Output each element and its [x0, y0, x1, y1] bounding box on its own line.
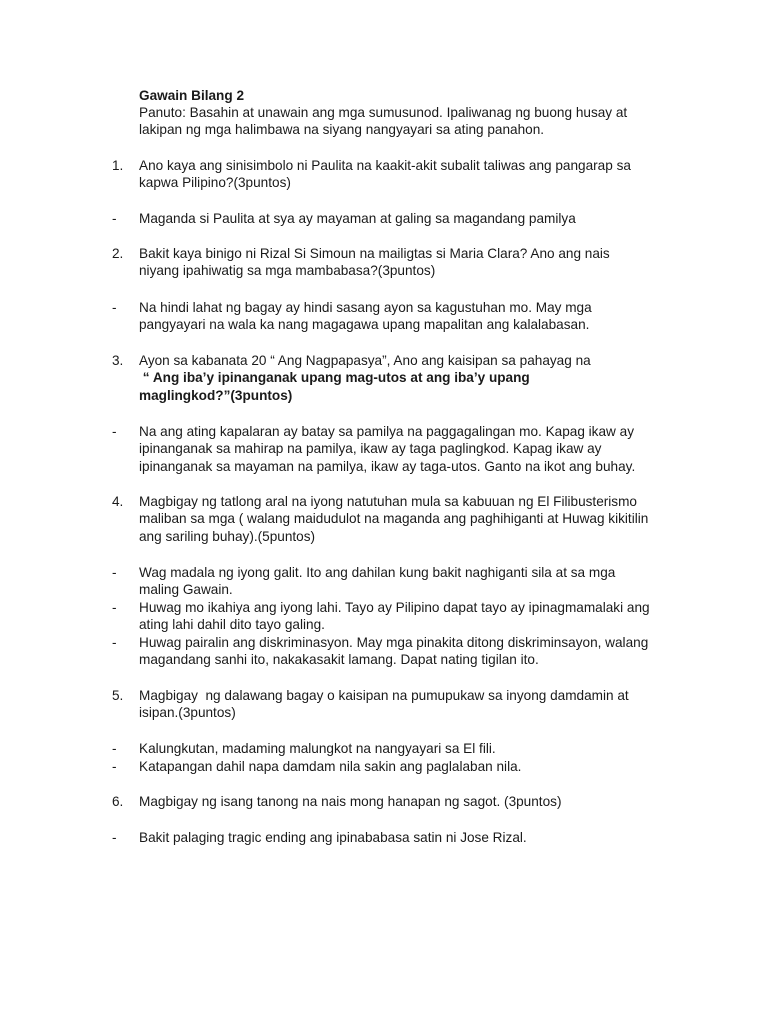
question-text [139, 793, 687, 810]
question-number: 6. [112, 794, 124, 809]
question-text [139, 245, 687, 280]
quoted-statement: “ Ang iba’y ipinanganak upang mag-utos at ang iba’y upang [139, 370, 530, 386]
question-text [139, 157, 687, 192]
instructions [139, 104, 699, 139]
question-number: 3. [112, 353, 124, 368]
question-text [139, 493, 687, 545]
answer-line: Maganda si Paulita at sya ay mayaman at galing sa magandang pamilya [139, 211, 576, 226]
question-number: 2. [112, 246, 124, 261]
question-number: 5. [112, 688, 124, 703]
bullet-dash: - [112, 424, 117, 439]
question-number: 4. [112, 494, 124, 509]
bullet-dash: - [112, 300, 117, 315]
question-line: Bakit kaya binigo ni Rizal Si Simoun na mailigtas si Maria Clara? Ano ang nais [139, 246, 610, 261]
answer-line: magandang sanhi ito, nakakasakit lamang. Dapat nating tigilan ito. [139, 652, 539, 668]
answer-line: Na hindi lahat ng bagay ay hindi sasang ayon sa kagustuhan mo. May mga [139, 300, 592, 315]
question-line: ang sariling buhay).(5puntos) [139, 528, 316, 544]
answer-text [139, 829, 687, 846]
answer-line: Huwag pairalin ang diskriminasyon. May mga pinakita ditong diskriminsayon, walang [139, 635, 649, 650]
bullet-dash: - [112, 211, 117, 226]
answer-text [139, 210, 687, 227]
question-line: Magbigay ng tatlong aral na iyong natutuhan mula sa kabuuan ng El Filibusterismo [139, 494, 637, 509]
answer-line: pangyayari na wala ka nang magagawa upang mapalitan ang kalalabasan. [139, 317, 590, 333]
question-text [139, 687, 687, 722]
bullet-dash: - [112, 759, 117, 774]
bullet-dash: - [112, 635, 117, 650]
question-line: Magbigay ng isang tanong na nais mong hanapan ng sagot. (3puntos) [139, 794, 562, 809]
document-title: Gawain Bilang 2 [139, 88, 244, 103]
answer-line: Wag madala ng iyong galit. Ito ang dahilan kung bakit naghiganti sila at sa mga [139, 565, 616, 580]
instructions-line: Panuto: Basahin at unawain ang mga sumusunod. Ipaliwanag ng buong husay at [139, 105, 628, 120]
answer-line: Bakit palaging tragic ending ang ipinababasa satin ni Jose Rizal. [139, 830, 527, 845]
answer-line: Katapangan dahil napa damdam nila sakin ang paglalaban nila. [139, 759, 522, 774]
question-line: kapwa Pilipino?(3puntos) [139, 175, 291, 191]
answer-text [139, 758, 687, 775]
question-line: niyang ipahiwatig sa mga mambabasa?(3puntos) [139, 263, 436, 279]
answer-text [139, 599, 687, 634]
answer-line: Na ang ating kapalaran ay batay sa pamilya na paggagalingan mo. Kapag ikaw ay [139, 424, 634, 439]
answer-line: ating lahi dahil dito tayo galing. [139, 617, 325, 633]
quoted-statement: maglingkod?”(3puntos) [139, 387, 293, 403]
answer-text [139, 423, 687, 475]
answer-text [139, 564, 687, 599]
answer-line: Huwag mo ikahiya ang iyong lahi. Tayo ay Pilipino dapat tayo ay ipinagmamalaki ang [139, 600, 650, 615]
bullet-dash: - [112, 741, 117, 756]
answer-text [139, 740, 687, 757]
answer-text [139, 634, 687, 669]
bullet-dash: - [112, 565, 117, 580]
question-line: Ano kaya ang sinisimbolo ni Paulita na kaakit-akit subalit taliwas ang pangarap sa [139, 158, 631, 173]
instructions-line: lakipan ng mga halimbawa na siyang nangyayari sa ating panahon. [139, 122, 545, 138]
question-line: isipan.(3puntos) [139, 705, 236, 721]
bullet-dash: - [112, 830, 117, 845]
answer-line: ipinanganak sa mahirap na pamilya, ikaw ay taga paglingkod. Kapag ikaw ay [139, 441, 602, 457]
question-line: Ayon sa kabanata 20 “ Ang Nagpapasya”, Ano ang kaisipan sa pahayag na [139, 353, 591, 368]
question-number: 1. [112, 158, 124, 173]
question-line: Magbigay ng dalawang bagay o kaisipan na pumupukaw sa inyong damdamin at [139, 688, 629, 703]
answer-line: Kalungkutan, madaming malungkot na nangyayari sa El fili. [139, 741, 496, 756]
bullet-dash: - [112, 600, 117, 615]
answer-line: ipinanganak sa mayaman na pamilya, ikaw ay taga-utos. Ganto na ikot ang buhay. [139, 458, 636, 474]
question-line: maliban sa mga ( walang maidudulot na maganda ang paghihiganti at Huwag kikitilin [139, 511, 649, 527]
answer-line: maling Gawain. [139, 582, 233, 598]
question-text [139, 352, 687, 404]
answer-text [139, 299, 687, 334]
